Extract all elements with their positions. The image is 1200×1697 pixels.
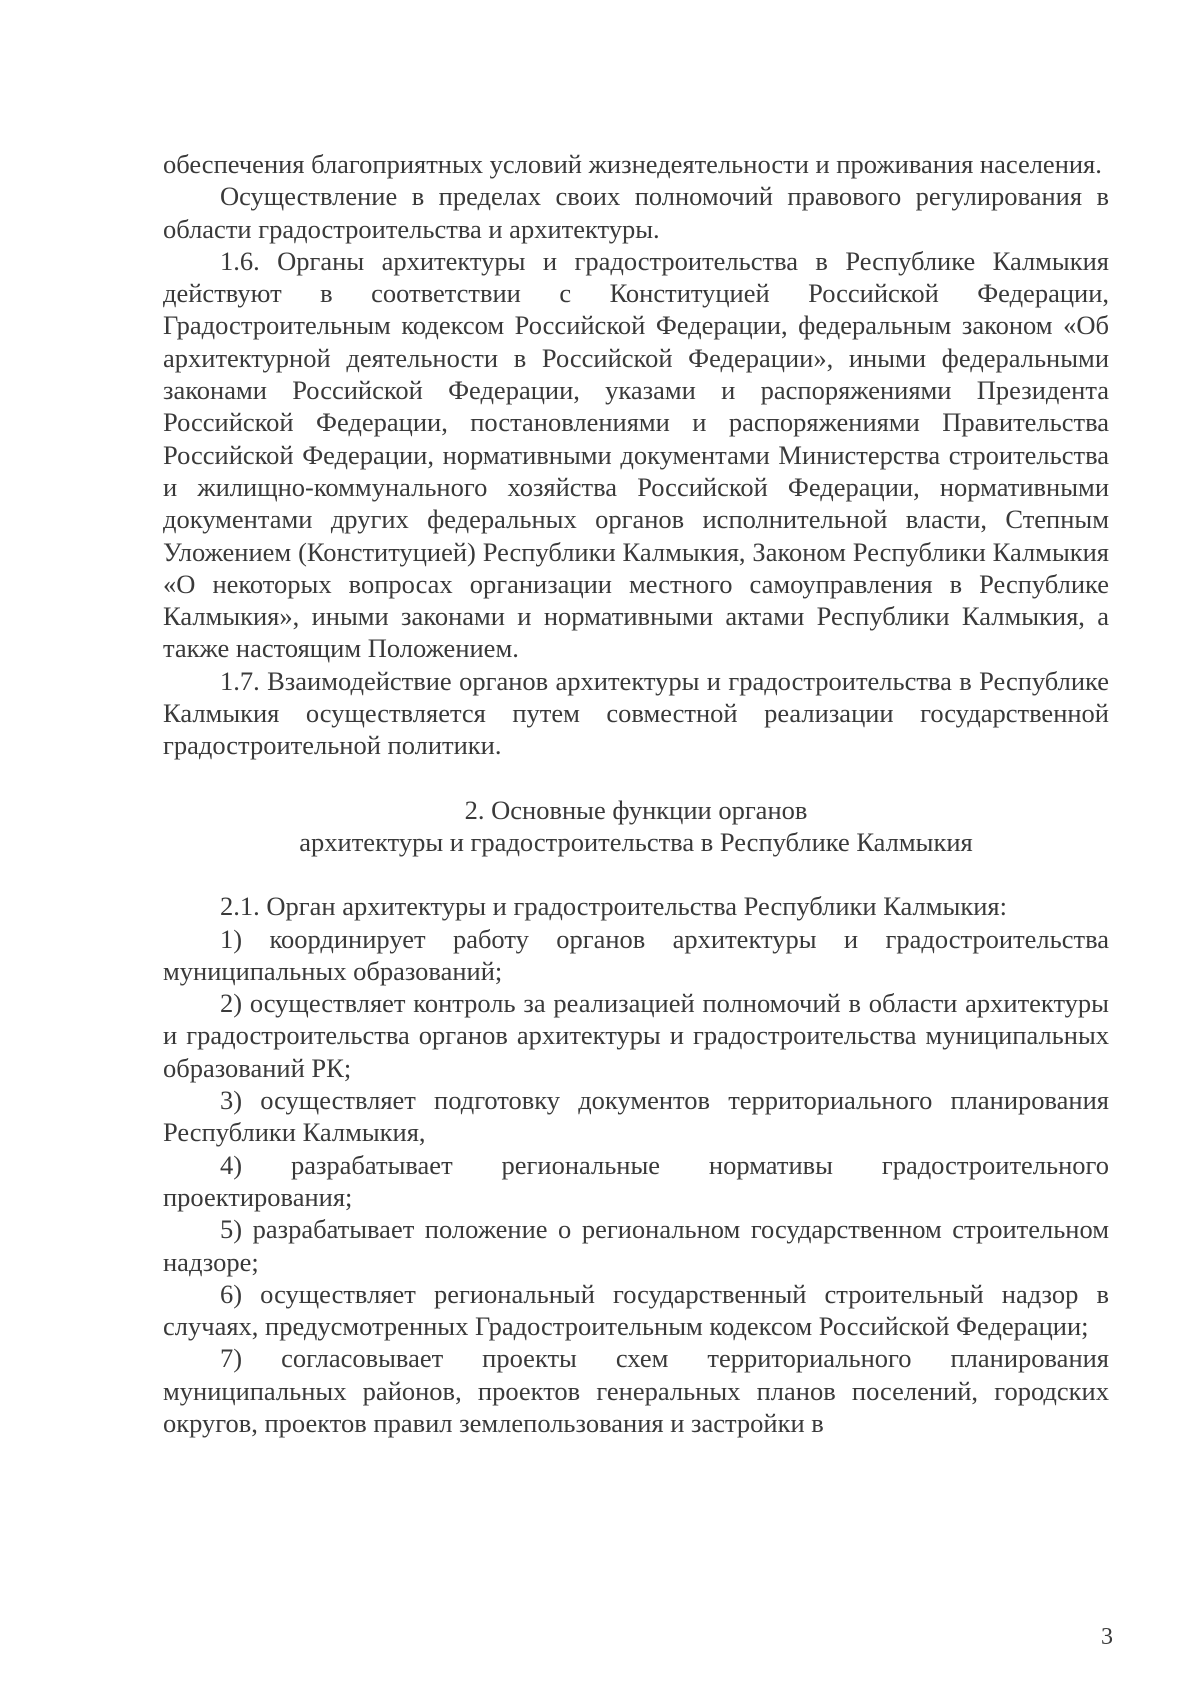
list-item-7: 7) согласовывает проекты схем территориального планирования муниципальных районов, проектов генеральных планов поселений, городских округов, проектов правил землепользования и застройки в [163,1343,1109,1438]
section-heading [163,794,1109,859]
list-item-6: 6) осуществляет региональный государственный строительный надзор в случаях, предусмотренных Градостроительным кодексом Российской Федерации; [163,1278,1109,1342]
list-item-5: 5) разрабатывает положение о региональном государственном строительном надзоре; [163,1214,1109,1277]
paragraph-1-7: 1.7. Взаимодействие органов архитектуры и градостроительства в Республике Калмыкия осуществляется путем совместной реализации государственной градостроительной политики. [163,665,1109,761]
list-item-3: 3) осуществляет подготовку документов территориального планирования Республики Калмыкия, [163,1085,1109,1148]
paragraph-continuation: обеспечения благоприятных условий жизнедеятельности и проживания населения. [163,149,1102,179]
paragraph-regulation: Осуществление в пределах своих полномочий правового регулирования в области градостроительства и архитектуры. [163,181,1109,244]
list-item-4: 4) разрабатывает региональные нормативы градостроительного проектирования; [163,1149,1109,1212]
page-number: 3 [1101,1624,1113,1650]
document-body [163,148,1109,1439]
list-item-2: 2) осуществляет контроль за реализацией полномочий в области архитектуры и градостроительства органов архитектуры и градостроительства муниципальных образований РК; [163,988,1109,1083]
section-heading-line-1: 2. Основные функции органов [464,794,808,825]
list-item-1: 1) координирует работу органов архитектуры и градостроительства муниципальных образований; [163,923,1109,986]
paragraph-1-6: 1.6. Органы архитектуры и градостроительства в Республике Калмыкия действуют в соответствии с Конституцией Российской Федерации, Градостроительным кодексом Российской Федерации, федеральным законом «Об архитектурной деятельности в Российской Федерации», иными федеральными законами Российской Федерации, указами и распоряжениями Президента Российской Федерации, постановлениями и распоряжениями Правительства Российской Федерации, нормативными документами Министерства строительства и жилищно-коммунального хозяйства Российской Федерации, нормативными документами других федеральных органов исполнительной власти, Степным Уложением (Конституцией) Республики Калмыкия, Законом Республики Калмыкия «О некоторых вопросах организации местного самоуправления в Республике Калмыкия», иными законами и нормативными актами Республики Калмыкия, а также настоящим Положением. [163,245,1109,664]
section-heading-line-2: архитектуры и градостроительства в Республике Калмыкия [299,826,973,857]
paragraph-2-1: 2.1. Орган архитектуры и градостроительства Республики Калмыкия: [220,891,1007,922]
